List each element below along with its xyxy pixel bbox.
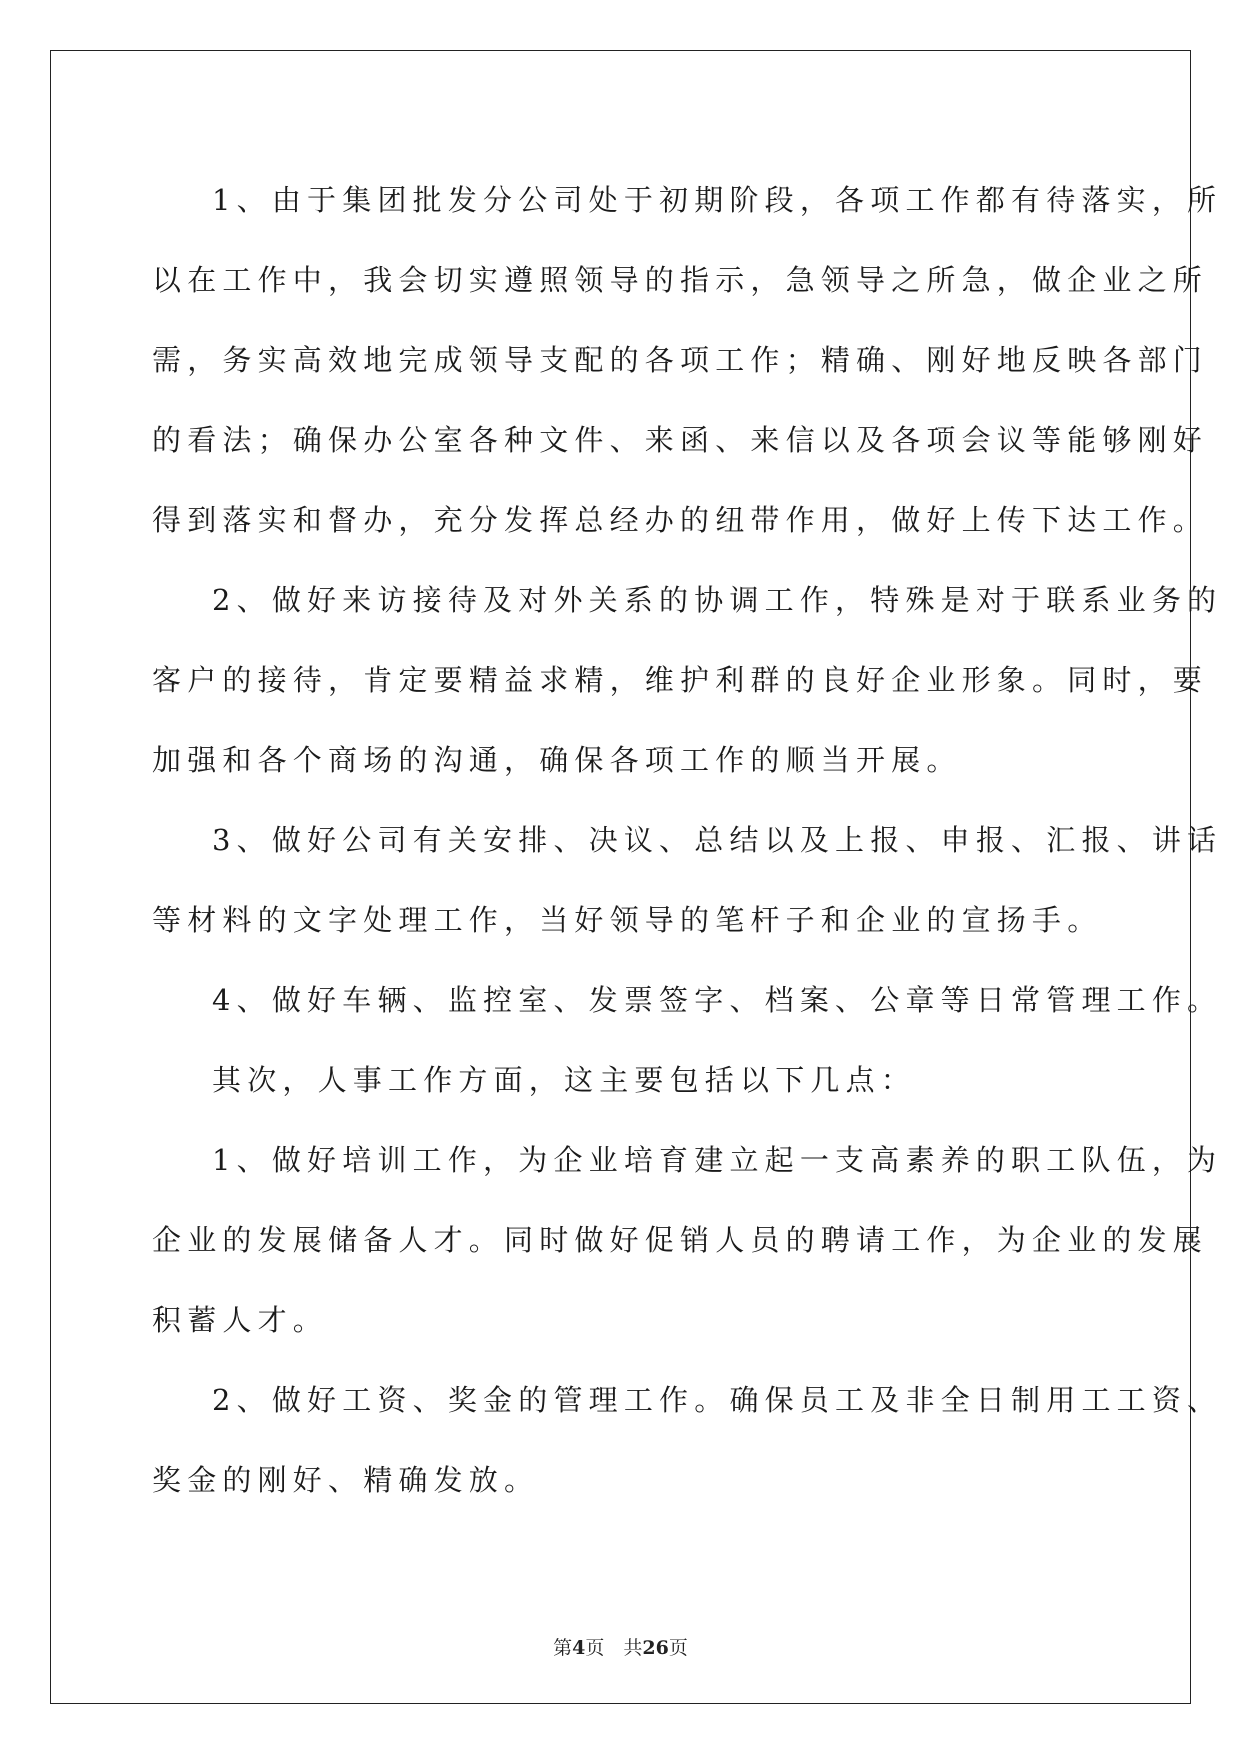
paragraph-7 xyxy=(152,1360,1223,1520)
paragraph-2 xyxy=(152,560,1223,800)
text-line: 4、做好车辆、监控室、发票签字、档案、公章等日常管理工作。 xyxy=(212,983,1223,1017)
text-line: 积蓄人才。 xyxy=(152,1303,329,1337)
text-line: 等材料的文字处理工作，当好领导的笔杆子和企业的宣扬手。 xyxy=(152,903,1103,937)
text-line: 1、做好培训工作，为企业培育建立起一支高素养的职工队伍，为 xyxy=(212,1143,1223,1177)
text-line: 奖金的刚好、精确发放。 xyxy=(152,1463,540,1497)
text-line: 3、做好公司有关安排、决议、总结以及上报、申报、汇报、讲话 xyxy=(212,823,1223,857)
document-body xyxy=(152,160,1223,1520)
page-footer xyxy=(0,1633,1241,1660)
paragraph-1 xyxy=(152,160,1223,560)
text-line: 的看法；确保办公室各种文件、来函、来信以及各项会议等能够刚好 xyxy=(152,423,1209,457)
text-line: 加强和各个商场的沟通，确保各项工作的顺当开展。 xyxy=(152,743,962,777)
text-line: 2、做好来访接待及对外关系的协调工作，特殊是对于联系业务的 xyxy=(212,583,1223,617)
section-heading-personnel xyxy=(152,1040,1092,1120)
text-line: 得到落实和督办，充分发挥总经办的纽带作用，做好上传下达工作。 xyxy=(152,503,1209,537)
text-line: 以在工作中，我会切实遵照领导的指示，急领导之所急，做企业之所 xyxy=(152,263,1209,297)
footer-prefix: 第 xyxy=(553,1637,573,1659)
text-line: 1、由于集团批发分公司处于初期阶段，各项工作都有待落实，所 xyxy=(212,183,1223,217)
text-line: 客户的接待，肯定要精益求精，维护利群的良好企业形象。同时，要 xyxy=(152,663,1209,697)
paragraph-4 xyxy=(152,960,1223,1040)
paragraph-3 xyxy=(152,800,1223,960)
paragraph-6 xyxy=(152,1120,1223,1360)
text-line: 企业的发展储备人才。同时做好促销人员的聘请工作，为企业的发展 xyxy=(152,1223,1209,1257)
footer-suffix: 页 xyxy=(668,1637,688,1659)
current-page-number: 4 xyxy=(572,1637,586,1659)
total-page-count: 26 xyxy=(642,1637,669,1659)
text-line: 需，务实高效地完成领导支配的各项工作；精确、刚好地反映各部门 xyxy=(152,343,1209,377)
text-line: 2、做好工资、奖金的管理工作。确保员工及非全日制用工工资、 xyxy=(212,1383,1223,1417)
text-line: 其次，人事工作方面，这主要包括以下几点： xyxy=(212,1063,917,1097)
footer-middle: 页 共 xyxy=(585,1637,643,1659)
